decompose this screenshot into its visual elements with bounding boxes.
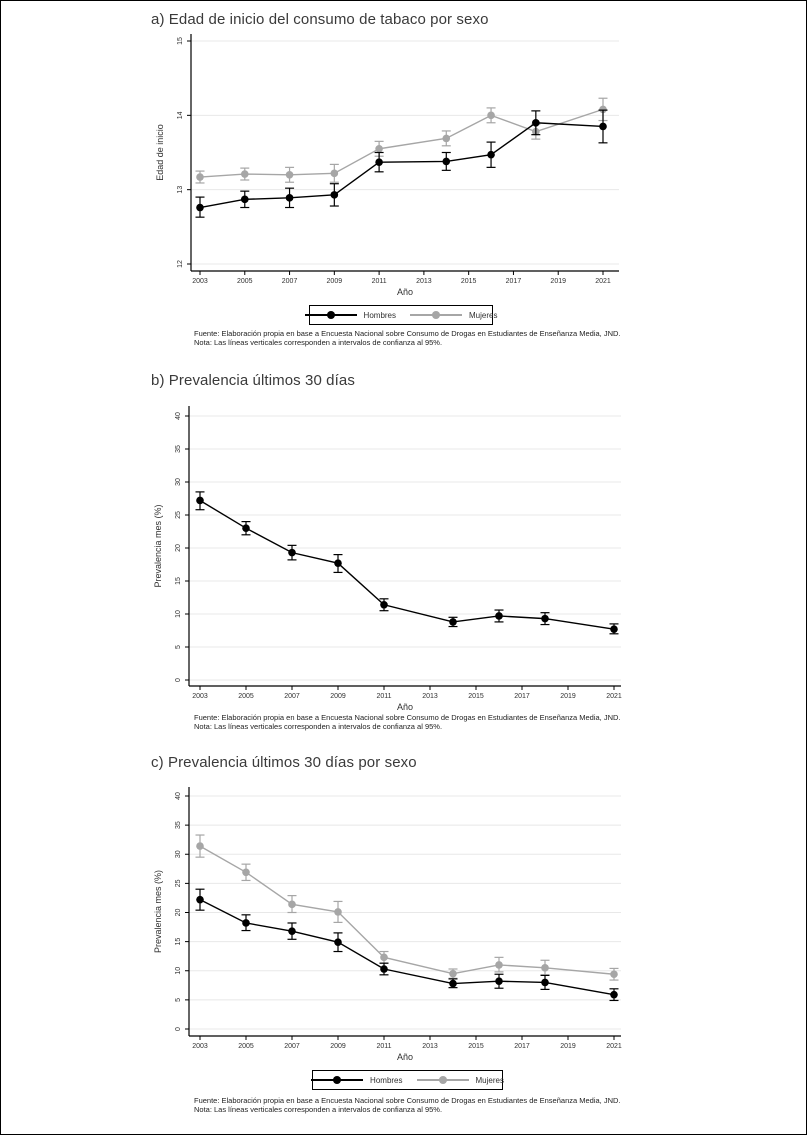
svg-text:14: 14	[177, 111, 184, 120]
svg-text:2021: 2021	[606, 1043, 622, 1050]
prevalence-30-days-chart	[141, 396, 686, 714]
svg-text:2009: 2009	[326, 278, 343, 285]
svg-text:5: 5	[175, 997, 182, 1002]
svg-text:2019: 2019	[560, 1043, 576, 1050]
svg-text:15: 15	[177, 37, 184, 45]
legend-entry-hombres	[305, 311, 396, 320]
legend-panel-a	[309, 305, 498, 325]
svg-text:2007: 2007	[281, 278, 298, 285]
ci-note: Nota: Las líneas verticales corresponden a intervalos de confianza al 95%.	[194, 1105, 443, 1114]
svg-text:Prevalencia mes (%): Prevalencia mes (%)	[153, 869, 163, 954]
svg-text:2019: 2019	[550, 278, 567, 285]
svg-text:40: 40	[175, 792, 182, 800]
svg-text:15: 15	[175, 577, 182, 585]
svg-text:2009: 2009	[330, 693, 346, 700]
svg-text:2015: 2015	[468, 693, 484, 700]
svg-text:25: 25	[175, 879, 182, 888]
source-note: Fuente: Elaboración propia en base a Encuesta Nacional sobre Consumo de Drogas en Estudiantes de Enseñanza Media, JND.	[194, 329, 621, 338]
svg-text:Año: Año	[396, 287, 414, 297]
svg-text:2019: 2019	[560, 693, 576, 700]
prevalence-30-days-by-sex-chart	[141, 779, 686, 1067]
mujeres-line-marker-icon	[410, 314, 462, 316]
svg-text:2015: 2015	[468, 1043, 484, 1050]
legend-label-mujeres: Mujeres	[475, 1075, 504, 1085]
legend-panel-c	[312, 1070, 503, 1090]
legend-label-mujeres: Mujeres	[469, 310, 498, 320]
panel-a-footer	[194, 329, 634, 347]
panel-a-title: a) Edad de inicio del consumo de tabaco por sexo	[151, 11, 489, 28]
svg-text:30: 30	[175, 478, 182, 486]
mujeres-dot-icon	[439, 1076, 447, 1084]
svg-text:2005: 2005	[238, 1043, 254, 1050]
svg-text:25: 25	[175, 511, 182, 519]
ci-note: Nota: Las líneas verticales corresponden a intervalos de confianza al 95%.	[194, 338, 443, 347]
svg-text:2017: 2017	[514, 1043, 530, 1050]
svg-text:15: 15	[175, 937, 182, 946]
svg-text:5: 5	[175, 645, 182, 649]
source-note: Fuente: Elaboración propia en base a Encuesta Nacional sobre Consumo de Drogas en Estudiantes de Enseñanza Media, JND.	[194, 713, 621, 722]
svg-text:20: 20	[175, 908, 182, 917]
svg-text:2021: 2021	[595, 278, 611, 285]
svg-text:2005: 2005	[236, 278, 253, 285]
svg-text:2003: 2003	[192, 693, 208, 700]
svg-text:35: 35	[175, 821, 182, 830]
svg-text:2005: 2005	[238, 693, 254, 700]
svg-text:13: 13	[177, 185, 184, 194]
svg-text:2007: 2007	[284, 1043, 300, 1050]
hombres-dot-icon	[327, 311, 335, 319]
svg-text:2007: 2007	[284, 693, 300, 700]
source-note: Fuente: Elaboración propia en base a Encuesta Nacional sobre Consumo de Drogas en Estudiantes de Enseñanza Media, JND.	[194, 1096, 621, 1105]
svg-text:12: 12	[177, 260, 184, 268]
panel-b-title: b) Prevalencia últimos 30 días	[151, 372, 355, 389]
hombres-dot-icon	[333, 1076, 341, 1084]
svg-text:Año: Año	[396, 1052, 414, 1062]
panel-c-footer	[194, 1096, 634, 1114]
age-of-initiation-chart	[141, 29, 686, 304]
legend-label-hombres: Hombres	[370, 1075, 403, 1085]
svg-text:Año: Año	[396, 702, 414, 712]
hombres-line-marker-icon	[311, 1079, 363, 1081]
legend-entry-hombres	[311, 1076, 402, 1085]
svg-text:2013: 2013	[422, 693, 438, 700]
svg-text:2011: 2011	[371, 278, 387, 285]
panel-c-title: c) Prevalencia últimos 30 días por sexo	[151, 754, 417, 771]
svg-text:2011: 2011	[376, 693, 392, 700]
svg-text:2015: 2015	[460, 278, 477, 285]
legend-label-hombres: Hombres	[363, 310, 396, 320]
svg-text:Prevalencia mes (%): Prevalencia mes (%)	[153, 504, 163, 588]
svg-text:35: 35	[175, 445, 182, 453]
svg-text:2017: 2017	[514, 693, 530, 700]
svg-text:2021: 2021	[606, 693, 622, 700]
svg-text:30: 30	[175, 850, 182, 859]
legend-entry-mujeres	[410, 311, 497, 320]
ci-note: Nota: Las líneas verticales corresponden a intervalos de confianza al 95%.	[194, 722, 443, 731]
svg-text:Edad de inicio: Edad de inicio	[155, 124, 165, 181]
svg-text:2009: 2009	[330, 1043, 346, 1050]
panel-b-footer	[194, 713, 634, 731]
hombres-line-marker-icon	[305, 314, 357, 316]
svg-text:2003: 2003	[192, 1043, 208, 1050]
svg-text:2013: 2013	[422, 1043, 438, 1050]
svg-text:40: 40	[175, 412, 182, 420]
svg-text:2003: 2003	[192, 278, 208, 285]
svg-text:10: 10	[175, 610, 182, 618]
mujeres-line-marker-icon	[417, 1079, 469, 1081]
svg-text:2013: 2013	[416, 278, 432, 285]
svg-text:0: 0	[175, 678, 182, 682]
svg-text:20: 20	[175, 544, 182, 552]
svg-text:10: 10	[175, 966, 182, 975]
svg-text:0: 0	[175, 1027, 182, 1031]
svg-text:2011: 2011	[376, 1043, 392, 1050]
legend-entry-mujeres	[417, 1076, 504, 1085]
svg-text:2017: 2017	[505, 278, 522, 285]
mujeres-dot-icon	[432, 311, 440, 319]
